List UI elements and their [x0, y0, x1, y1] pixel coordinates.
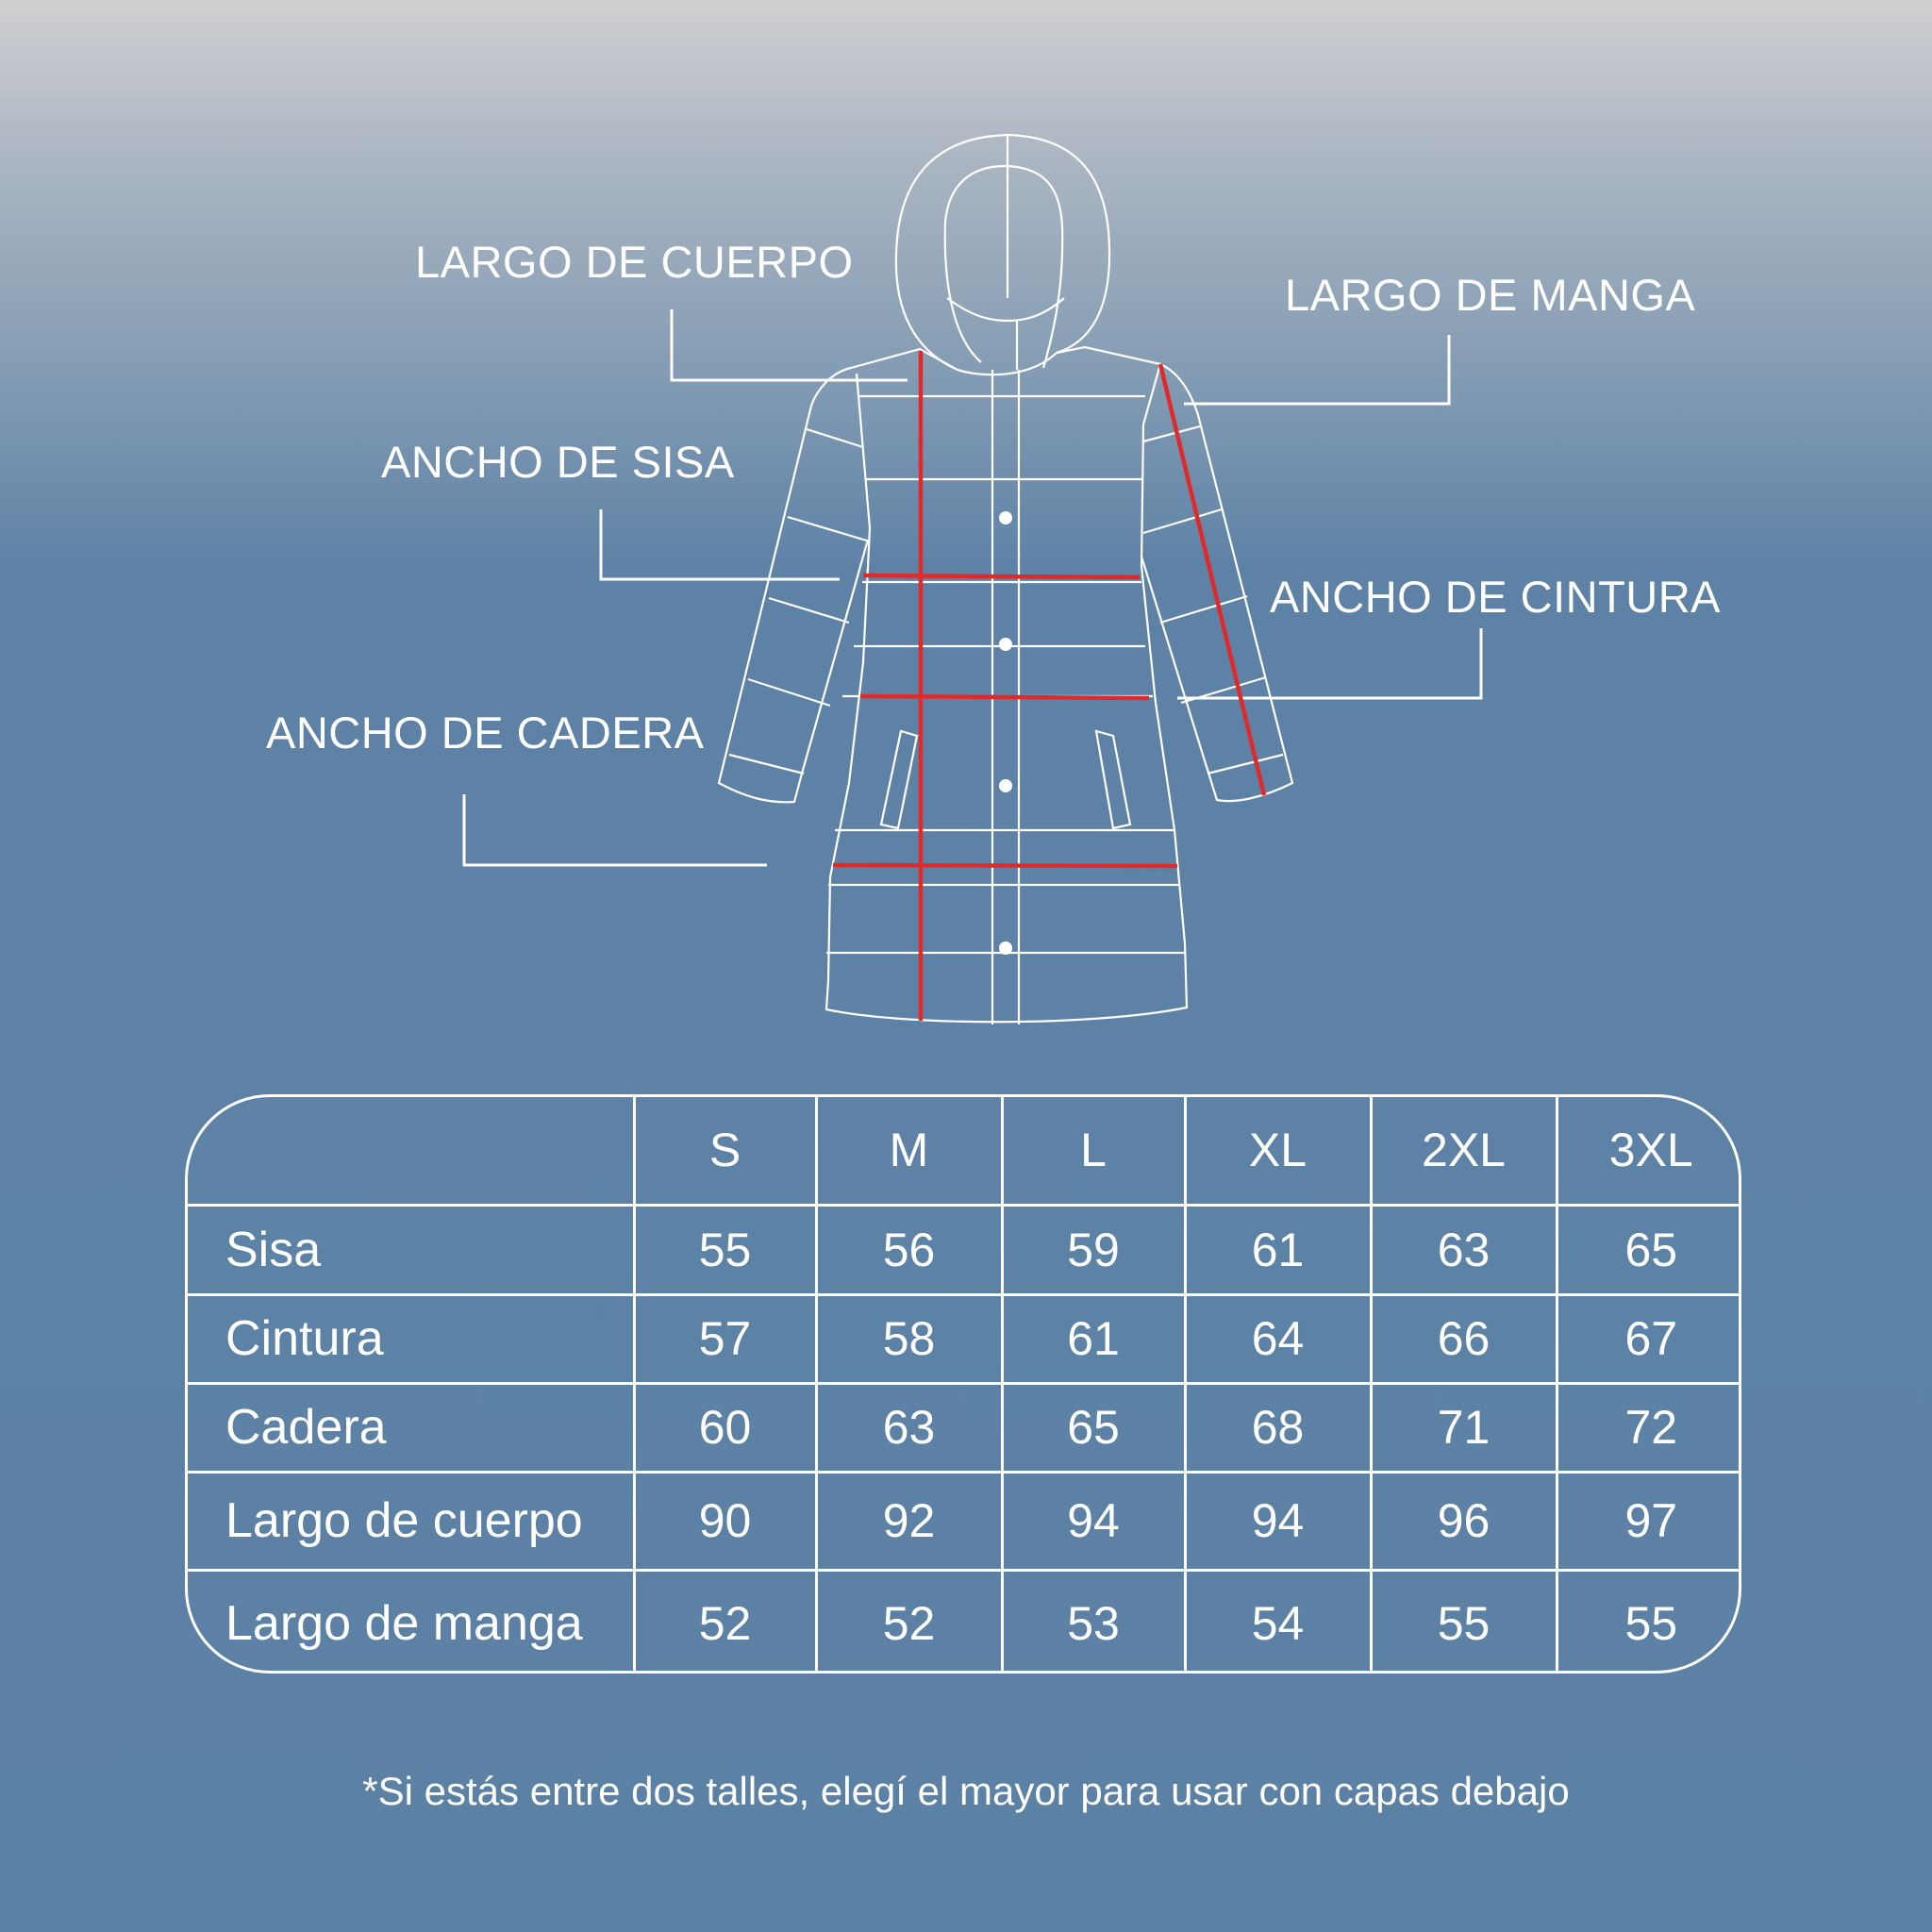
left-sleeve-outline — [719, 368, 870, 802]
table-cell: 68 — [1185, 1383, 1371, 1472]
callout-ancho-cintura — [1177, 628, 1481, 698]
table-cell: 67 — [1557, 1294, 1741, 1383]
row-label: Largo de cuerpo — [188, 1472, 634, 1570]
label-ancho-sisa: ANCHO DE SISA — [381, 437, 735, 487]
callout-ancho-sisa — [601, 509, 840, 579]
table-header-row — [188, 1097, 1741, 1205]
size-header: L — [1002, 1097, 1185, 1205]
label-largo-manga: LARGO DE MANGA — [1285, 270, 1696, 320]
label-ancho-cadera: ANCHO DE CADERA — [266, 708, 705, 758]
table-cell: 71 — [1371, 1383, 1557, 1472]
callout-ancho-cadera — [464, 794, 767, 865]
hood-outline — [896, 135, 1109, 375]
table-cell: 94 — [1002, 1472, 1185, 1570]
table-cell: 61 — [1002, 1294, 1185, 1383]
table-cell: 55 — [1371, 1570, 1557, 1674]
table-cell: 60 — [634, 1383, 816, 1472]
callout-largo-manga — [1184, 335, 1449, 404]
table-cell: 53 — [1002, 1570, 1185, 1674]
table-cell: 63 — [816, 1383, 1002, 1472]
table-cell: 54 — [1185, 1570, 1371, 1674]
measure-ancho-cintura — [860, 696, 1149, 698]
row-label: Sisa — [188, 1205, 634, 1294]
table-cell: 57 — [634, 1294, 816, 1383]
size-header: S — [634, 1097, 816, 1205]
table-row — [188, 1472, 1741, 1570]
row-label: Largo de manga — [188, 1570, 634, 1674]
footnote: *Si estás entre dos talles, elegí el mayor para usar con capas debajo — [362, 1769, 1570, 1813]
table-cell: 58 — [816, 1294, 1002, 1383]
table-cell: 90 — [634, 1472, 816, 1570]
table-cell: 65 — [1557, 1205, 1741, 1294]
label-largo-cuerpo: LARGO DE CUERPO — [415, 237, 854, 287]
size-header: XL — [1185, 1097, 1371, 1205]
measurement-lines — [833, 351, 1264, 1021]
size-table — [185, 1094, 1741, 1674]
table-row — [188, 1383, 1741, 1472]
button-dot — [999, 638, 1012, 651]
row-label: Cintura — [188, 1294, 634, 1383]
table-cell: 55 — [1557, 1570, 1741, 1674]
table-cell: 52 — [634, 1570, 816, 1674]
table-cell: 59 — [1002, 1205, 1185, 1294]
table-cell: 92 — [816, 1472, 1002, 1570]
button-dot — [999, 779, 1012, 792]
table-corner-cell — [188, 1097, 634, 1205]
table-cell: 52 — [816, 1570, 1002, 1674]
label-ancho-cintura: ANCHO DE CINTURA — [1270, 572, 1722, 622]
size-header: M — [816, 1097, 1002, 1205]
table-cell: 97 — [1557, 1472, 1741, 1570]
table-cell: 65 — [1002, 1383, 1185, 1472]
button-dot — [999, 941, 1012, 955]
size-table-grid — [188, 1097, 1741, 1674]
table-cell: 72 — [1557, 1383, 1741, 1472]
size-header: 3XL — [1557, 1097, 1741, 1205]
table-cell: 96 — [1371, 1472, 1557, 1570]
table-cell: 64 — [1185, 1294, 1371, 1383]
size-header: 2XL — [1371, 1097, 1557, 1205]
measure-ancho-sisa — [863, 575, 1140, 577]
table-cell: 61 — [1185, 1205, 1371, 1294]
table-row — [188, 1570, 1741, 1674]
table-cell: 56 — [816, 1205, 1002, 1294]
button-dot — [999, 511, 1012, 525]
callout-largo-cuerpo — [672, 309, 908, 380]
row-label: Cadera — [188, 1383, 634, 1472]
table-row — [188, 1205, 1741, 1294]
table-cell: 63 — [1371, 1205, 1557, 1294]
table-row — [188, 1294, 1741, 1383]
table-cell: 94 — [1185, 1472, 1371, 1570]
measure-ancho-cadera — [833, 865, 1177, 866]
body-outline — [826, 347, 1187, 1024]
table-cell: 55 — [634, 1205, 816, 1294]
measure-largo-manga — [1160, 364, 1264, 795]
table-cell: 66 — [1371, 1294, 1557, 1383]
